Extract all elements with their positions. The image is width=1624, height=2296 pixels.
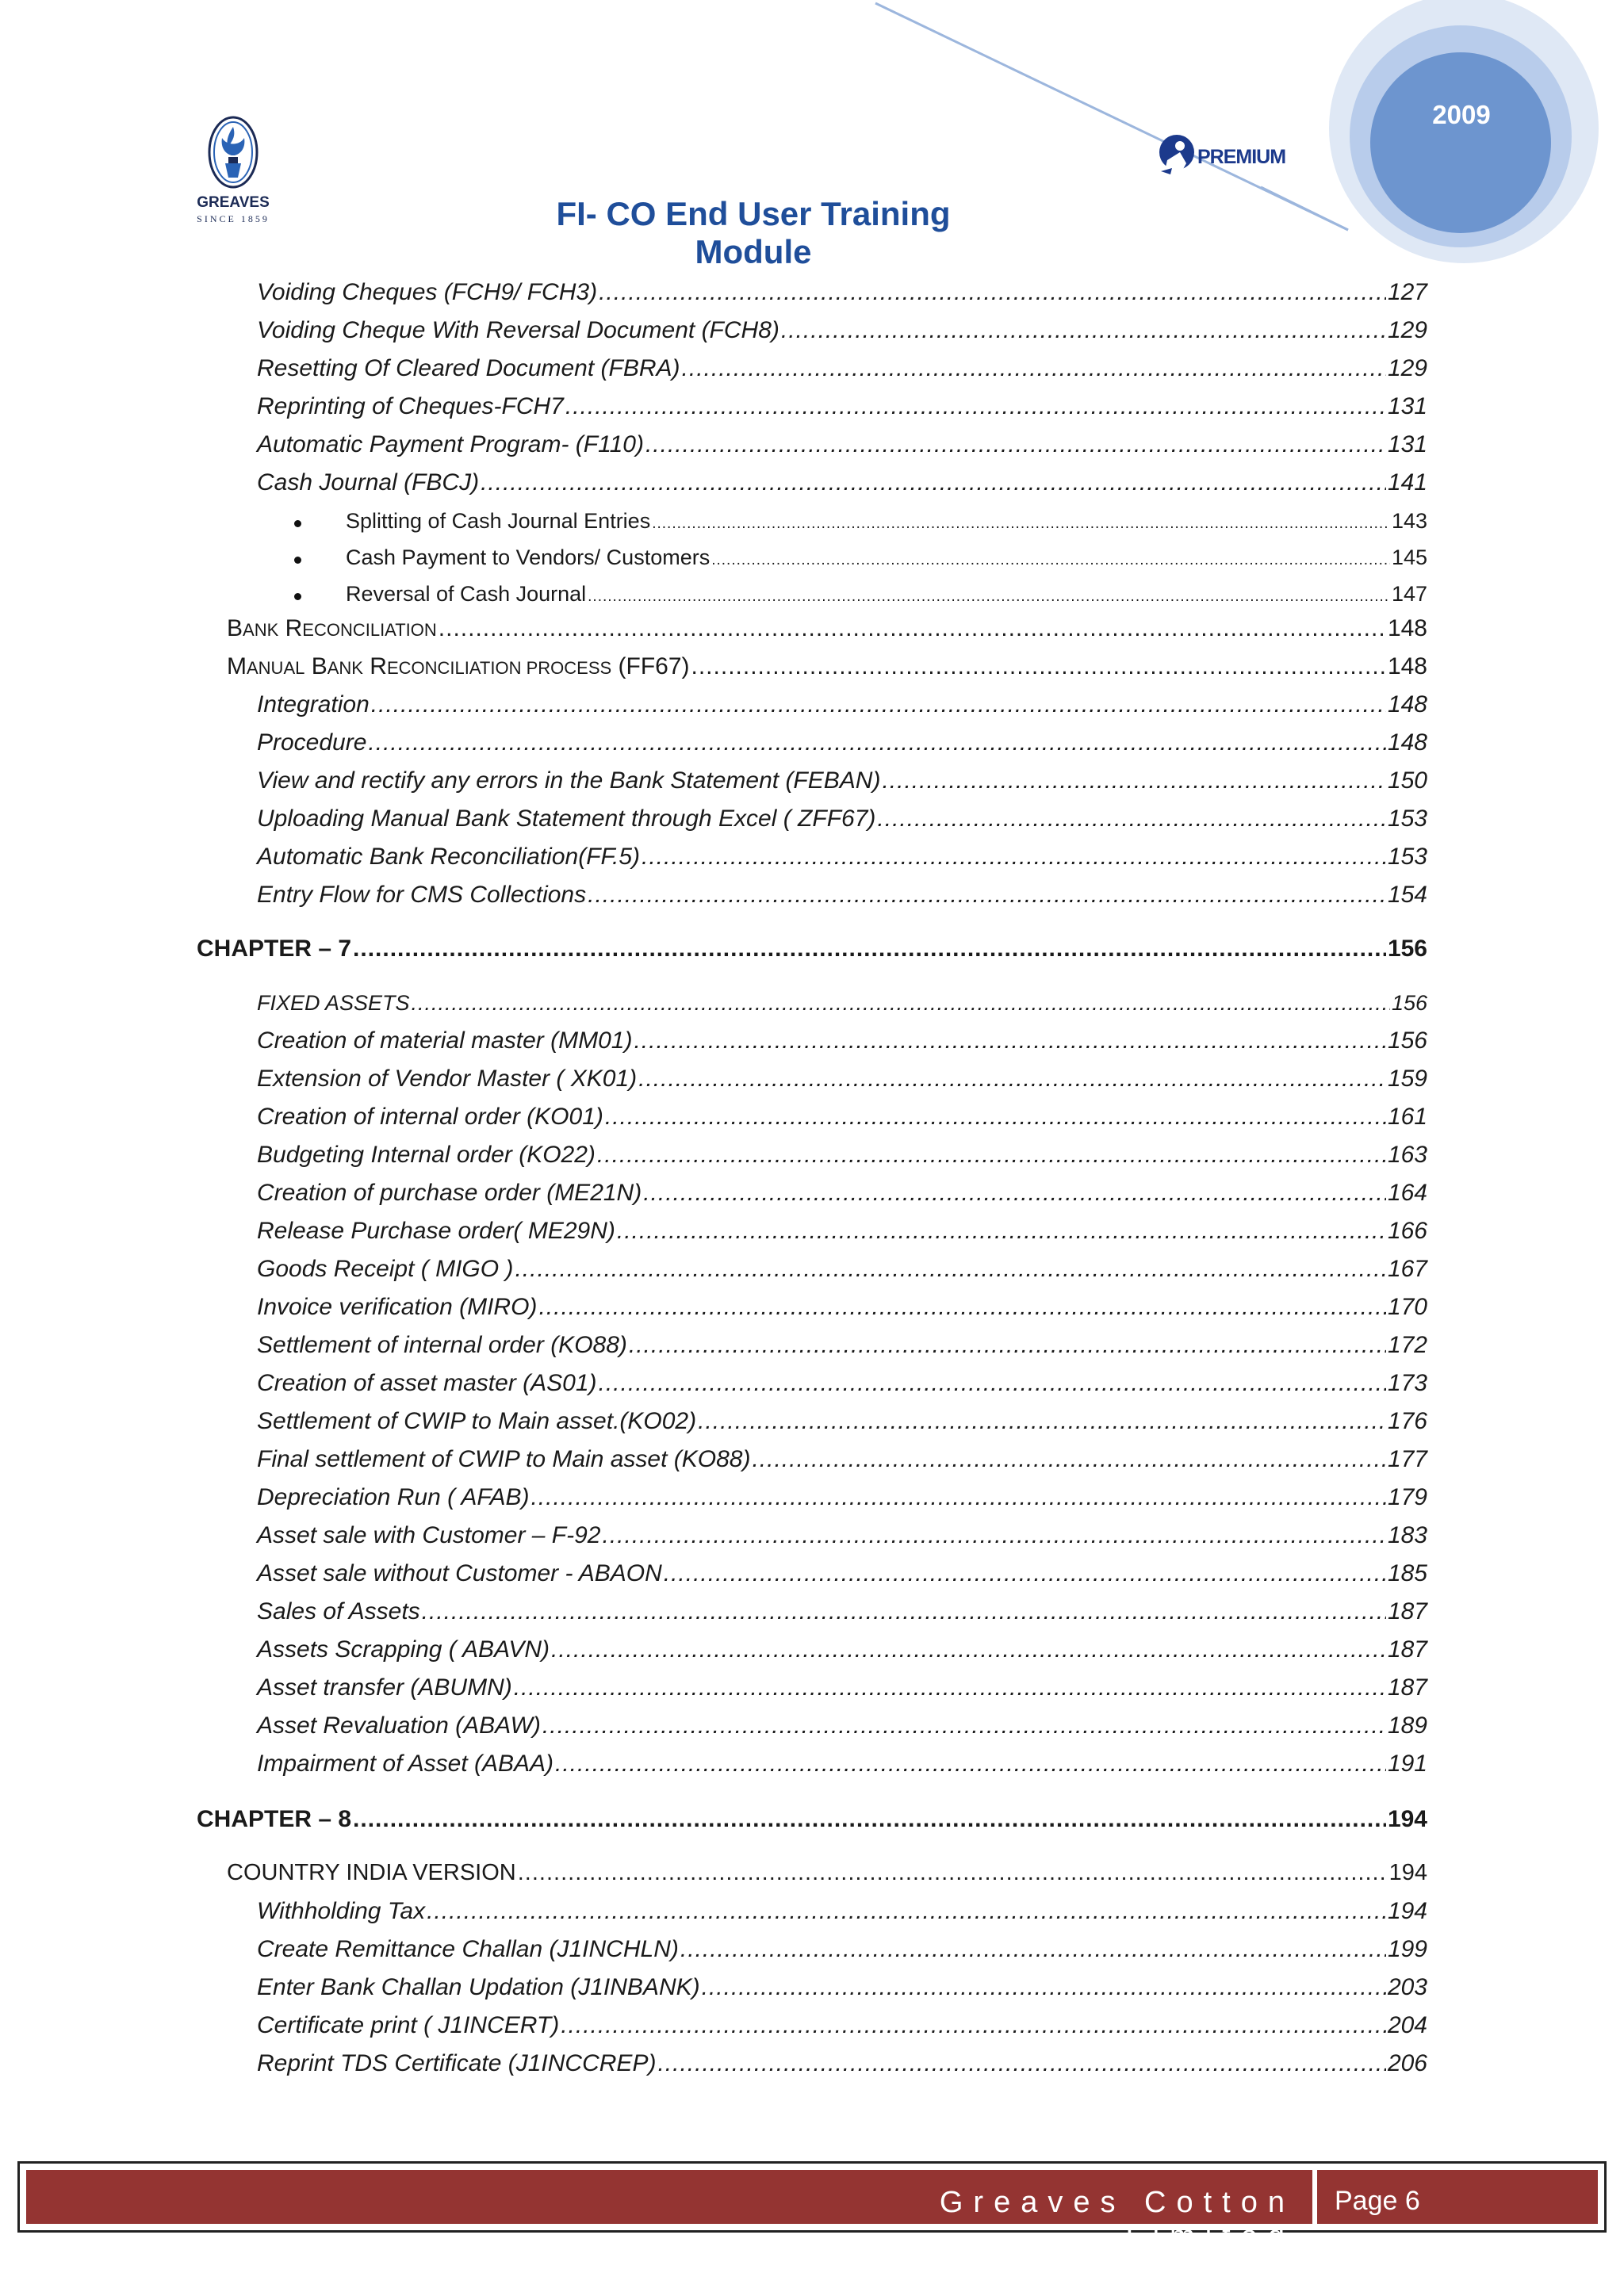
greaves-logo [193, 113, 273, 225]
toc-entry[interactable]: Creation of material master (MM01) ..... 156 [257, 1027, 1427, 1054]
toc-section-entry[interactable]: MANUAL BANK RECONCILIATION PROCESS (FF67) ..... 148 [227, 653, 1427, 680]
toc-entry[interactable]: Certificate print ( J1INCERT) ..... 204 [257, 2012, 1427, 2039]
toc-entry[interactable]: View and rectify any errors in the Bank Statement (FEBAN) ..... 150 [257, 767, 1427, 794]
footer-band [26, 2170, 1598, 2253]
toc-entry[interactable]: Uploading Manual Bank Statement through Excel ( ZFF67) ..... 153 [257, 806, 1427, 832]
toc-entry[interactable]: Automatic Bank Reconciliation(FF.5) ..... 153 [257, 844, 1427, 871]
toc-entry[interactable]: Extension of Vendor Master ( XK01) ..... 159 [257, 1066, 1427, 1093]
toc-entry[interactable]: Settlement of internal order (KO88) ..... 172 [257, 1332, 1427, 1359]
toc-entry[interactable]: Invoice verification (MIRO) ..... 170 [257, 1294, 1427, 1321]
toc-entry[interactable]: Sales of Assets ..... 187 [257, 1598, 1427, 1625]
torch-emblem-icon [193, 113, 273, 189]
premium-brand: PREMIUM [1197, 146, 1286, 168]
toc-entry[interactable]: Settlement of CWIP to Main asset.(KO02) ..... 176 [257, 1408, 1427, 1435]
toc-entry[interactable]: Enter Bank Challan Updation (J1INBANK) ..... 203 [257, 1974, 1427, 2001]
toc-entry[interactable]: FIXED ASSETS ..... 156 [257, 991, 1427, 1016]
toc-section-entry[interactable]: BANK RECONCILIATION ..... 148 [227, 615, 1427, 642]
inner-circle [1370, 52, 1551, 233]
toc-entry[interactable]: Budgeting Internal order (KO22) ..... 163 [257, 1142, 1427, 1169]
toc-entry[interactable]: Impairment of Asset (ABAA) ..... 191 [257, 1751, 1427, 1777]
toc-entry[interactable]: Procedure ..... 148 [257, 729, 1427, 756]
toc-entry[interactable]: Asset sale with Customer – F-92 ..... 183 [257, 1522, 1427, 1549]
page-footer [17, 2161, 1607, 2253]
toc-chapter-entry[interactable]: CHAPTER – 7 ..... 156 [197, 936, 1427, 962]
toc-entry[interactable]: Reprint TDS Certificate (J1INCCREP) ..... 206 [257, 2050, 1427, 2077]
greaves-since: SINCE 1859 [197, 213, 270, 224]
greaves-brand: GREAVES [197, 194, 270, 211]
toc-bullet-entry[interactable]: Splitting of Cash Journal Entries ..... 143 [346, 509, 1427, 534]
toc-entry[interactable]: Asset Revaluation (ABAW) ..... 189 [257, 1712, 1427, 1739]
toc-entry[interactable]: Entry Flow for CMS Collections ..... 154 [257, 882, 1427, 909]
toc-entry[interactable]: Withholding Tax ..... 194 [257, 1898, 1427, 1925]
toc-entry[interactable]: Automatic Payment Program- (F110) ..... 131 [257, 431, 1427, 458]
year-label: 2009 [1432, 100, 1491, 129]
toc-entry[interactable]: Final settlement of CWIP to Main asset (KO88) ..... 177 [257, 1446, 1427, 1473]
footer-page-box [1312, 2170, 1598, 2224]
document-title: FI- CO End User Training Module [556, 195, 951, 270]
toc-entry[interactable]: Reprinting of Cheques-FCH7 ..... 131 [257, 393, 1427, 420]
toc-entry[interactable]: Goods Receipt ( MIGO ) ..... 167 [257, 1256, 1427, 1283]
bullet-dot [294, 557, 301, 564]
toc-entry[interactable]: Integration ..... 148 [257, 691, 1427, 718]
premium-logo [1156, 130, 1286, 205]
toc-chapter-entry[interactable]: CHAPTER – 8 ..... 194 [197, 1806, 1427, 1833]
toc-entry[interactable]: Resetting Of Cleared Document (FBRA) ..... 129 [257, 355, 1427, 382]
footer-company-name: Greaves Cotton Limited [939, 2186, 1295, 2253]
toc-section-entry[interactable]: COUNTRY INDIA VERSION ..... 194 [227, 1860, 1427, 1886]
toc-bullet-entry[interactable]: Cash Payment to Vendors/ Customers ..... 145 [346, 545, 1427, 570]
toc-entry[interactable]: Cash Journal (FBCJ) ..... 141 [257, 469, 1427, 496]
toc-entry[interactable]: Assets Scrapping ( ABAVN) ..... 187 [257, 1636, 1427, 1663]
toc-entry[interactable]: Voiding Cheques (FCH9/ FCH3) ..... 127 [257, 279, 1427, 306]
bullet-dot [294, 593, 301, 600]
premium-figure-icon [1156, 130, 1196, 201]
toc-entry[interactable]: Release Purchase order( ME29N) ..... 166 [257, 1218, 1427, 1245]
page-number: Page 6 [1335, 2186, 1420, 2216]
bullet-dot [294, 520, 301, 527]
toc-entry[interactable]: Creation of internal order (KO01) ..... 161 [257, 1104, 1427, 1131]
toc-entry[interactable]: Creation of purchase order (ME21N) ..... 164 [257, 1180, 1427, 1207]
toc-entry[interactable]: Creation of asset master (AS01) ..... 173 [257, 1370, 1427, 1397]
toc-entry[interactable]: Asset transfer (ABUMN) ..... 187 [257, 1674, 1427, 1701]
toc-entry[interactable]: Depreciation Run ( AFAB) ..... 179 [257, 1484, 1427, 1511]
toc-entry[interactable]: Asset sale without Customer - ABAON ..... 185 [257, 1560, 1427, 1587]
toc-entry[interactable]: Create Remittance Challan (J1INCHLN) ..... 199 [257, 1936, 1427, 1963]
toc-bullet-entry[interactable]: Reversal of Cash Journal ..... 147 [346, 582, 1427, 607]
toc-entry[interactable]: Voiding Cheque With Reversal Document (FCH8) ..... 129 [257, 317, 1427, 344]
